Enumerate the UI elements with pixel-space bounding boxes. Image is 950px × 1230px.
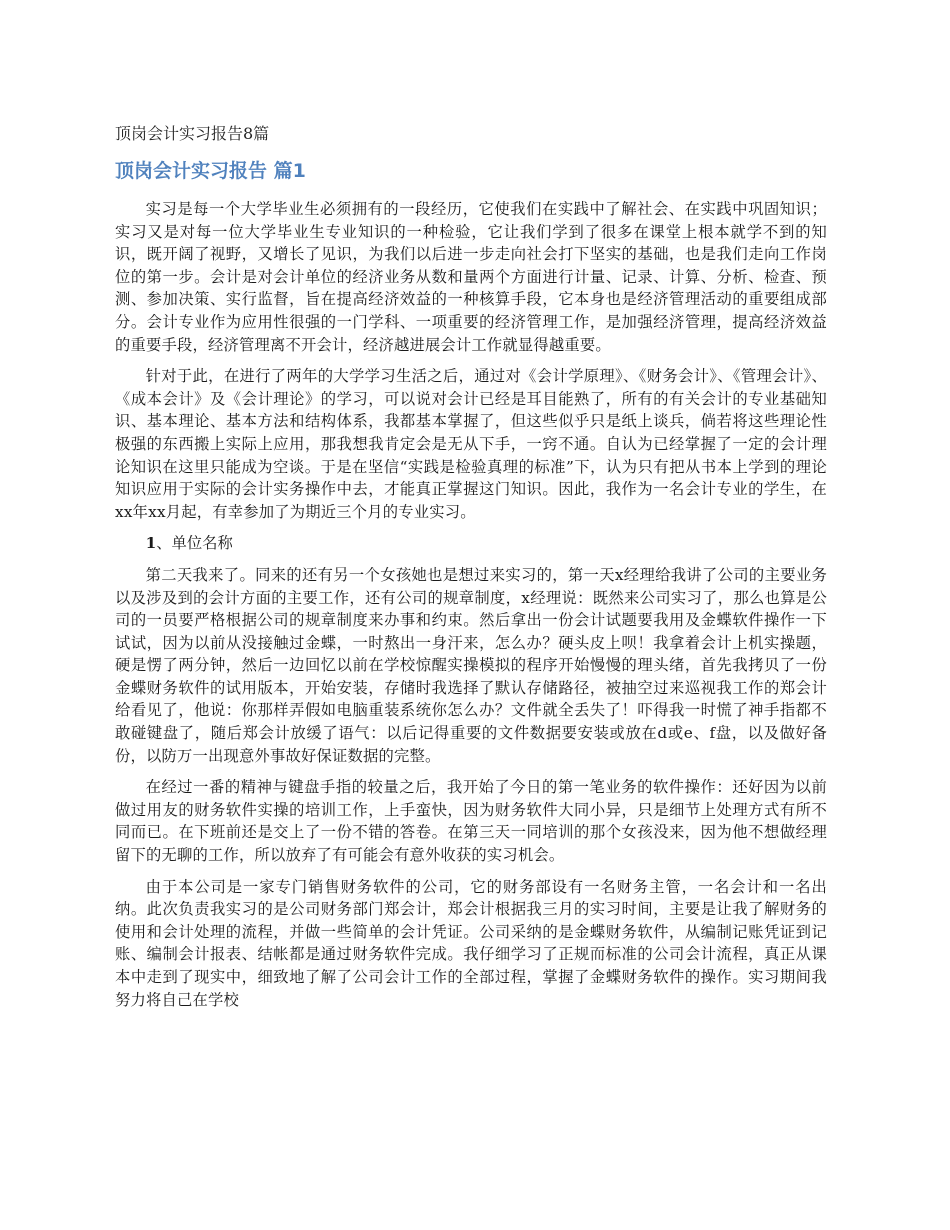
subheading-unit-name: [115, 532, 827, 555]
paragraph-software-practice: 在经过一番的精神与键盘手指的较量之后，我开始了今日的第一笔业务的软件操作：还好因为以前做过用友的财务软件实操的培训工作，上手蛮快，因为财务软件大同小异，只是细节上处理方式有所不同而已。在下班前还是交上了一份不错的答卷。在第三天一同培训的那个女孩没来，因为他不想做经理留下的无聊的工作，所以放弃了有可能会有意外收获的实习机会。: [115, 778, 827, 865]
subheading-number: 1: [145, 534, 157, 553]
paragraph-company-overview: 由于本公司是一家专门销售财务软件的公司，它的财务部设有一名财务主管，一名会计和一名出纳。此次负责我实习的是公司财务部门郑会计，郑会计根据我三月的实习时间，主要是让我了解财务的使用和会计处理的流程，并做一些简单的会计凭证。公司采纳的是金蝶财务软件，从编制记账凭证到记账、编制会计报表、结帐都是通过财务软件完成。我仔细学习了正规而标准的公司会计流程，真正从课本中走到了现实中，细致地了解了公司会计工作的全部过程，掌握了金蝶财务软件的操作。实习期间我努力将自己在学校: [115, 877, 827, 1009]
paragraph-intro: 实习是每一个大学毕业生必须拥有的一段经历，它使我们在实践中了解社会、在实践中巩固知识；实习又是对每一位大学毕业生专业知识的一种检验，它让我们学到了很多在课堂上根本就学不到的知识，既开阔了视野，又增长了见识，为我们以后进一步走向社会打下坚实的基础，也是我们走向工作岗位的第一步。会计是对会计单位的经济业务从数和量两个方面进行计量、记录、计算、分析、检查、预测、参加决策、实行监督，旨在提高经济效益的一种核算手段，它本身也是经济管理活动的重要组成部分。会计专业作为应用性很强的一门学科、一项重要的经济管理工作，是加强经济管理，提高经济效益的重要手段，经济管理离不开会计，经济越进展会计工作就显得越重要。: [115, 200, 827, 354]
section-heading: 顶岗会计实习报告 篇1: [115, 160, 306, 182]
paragraph-first-day: 第二天我来了。同来的还有另一个女孩她也是想过来实习的，第一天x经理给我讲了公司的主要业务以及涉及到的会计方面的主要工作，还有公司的规章制度，x经理说：既然来公司实习了，那么也算是公司的一员要严格根据公司的规章制度来办事和约束。然后拿出一份会计试题要我用及金蝶软件操作一下试试，因为以前从没接触过金蝶，一时熬出一身汗来，怎么办？硬头皮上呗！我拿着会计上机实操题，硬是愣了两分钟，然后一边回忆以前在学校惊醒实操模拟的程序开始慢慢的理头绪，首先我拷贝了一份金蝶财务软件的试用版本，开始安装，存储时我选择了默认存储路径，被抽空过来巡视我工作的郑会计给看见了，他说：你那样弄假如电脑重装系统你怎么办？文件就全丢失了！吓得我一时慌了神手指都不敢碰键盘了，随后郑会计放缓了语气：以后记得重要的文件数据要安装或放在d或e、f盘，以及做好备份，以防万一出现意外事故好保证数据的完整。: [115, 565, 827, 765]
document-page: [115, 122, 827, 1020]
document-title: 顶岗会计实习报告8篇: [115, 124, 270, 143]
paragraph-background: 针对于此，在进行了两年的大学学习生活之后，通过对《会计学原理》、《财务会计》、《管理会计》、《成本会计》及《会计理论》的学习，可以说对会计已经是耳目能熟了，所有的有关会计的专业基础知识、基本理论、基本方法和结构体系，我都基本掌握了，但这些似乎只是纸上谈兵，倘若将这些理论性极强的东西搬上实际上应用，那我想我肯定会是无从下手，一窍不通。自认为已经掌握了一定的会计理论知识在这里只能成为空谈。于是在坚信“实践是检验真理的标准”下，认为只有把从书本上学到的理论知识应用于实际的会计实务操作中去，才能真正掌握这门知识。因此，我作为一名会计专业的学生，在xx年xx月起，有幸参加了为期近三个月的专业实习。: [115, 367, 827, 521]
subheading-text: 、单位名称: [156, 534, 233, 553]
